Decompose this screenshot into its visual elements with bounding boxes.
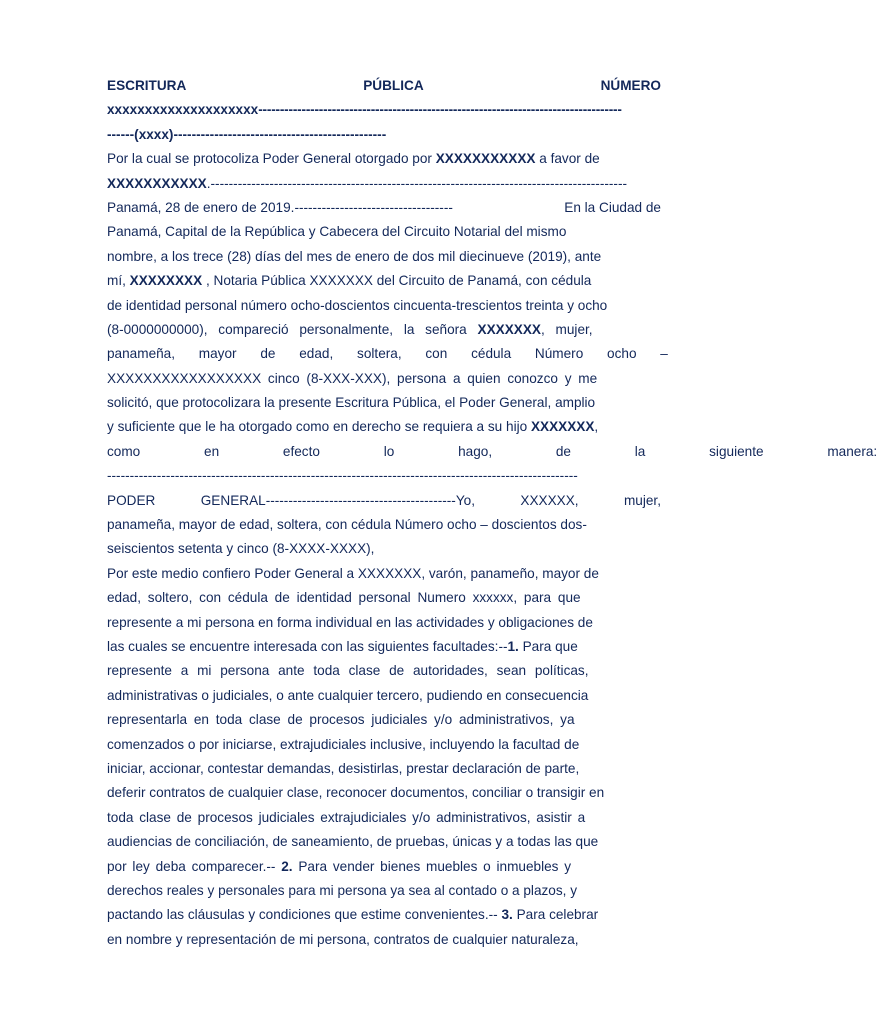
para1-line (107, 318, 661, 342)
body-line (107, 611, 661, 635)
body-text: Para vender bienes muebles o inmuebles y (292, 858, 572, 874)
intro-dashes: .-------------------------------------------------------------------------------------------- (206, 175, 627, 191)
separator-dashes: -------------------------------------------------------------------------------------------------------- (107, 468, 578, 484)
body-line (107, 757, 661, 781)
document-page (107, 74, 877, 952)
poder-line (107, 513, 661, 537)
body-text: represente a mi persona en forma individual en las actividades y obligaciones de (107, 614, 593, 630)
body-line (107, 733, 661, 757)
body-text: administrativas o judiciales, o ante cualquier tercero, pudiendo en consecuencia (107, 687, 589, 703)
intro-text: Por la cual se protocoliza Poder General otorgado por (107, 151, 436, 167)
heading-dashes: ------------------------------------------------------------------------------------ (258, 102, 622, 118)
poder-text: PODER (107, 492, 156, 508)
heading-word: NÚMERO (600, 78, 661, 93)
para1-text: XXXXXXXXXXXXXXXXX cinco (8-XXX-XXX), persona a quien conozco y me (107, 370, 598, 386)
heading-number-line (107, 98, 661, 122)
para1-line (107, 342, 668, 366)
body-text: toda clase de procesos judiciales extrajudiciales y/o administrativos, asistir a (107, 809, 586, 825)
body-text: derechos reales y personales para mi persona ya sea al contado o a plazos, y (107, 882, 578, 898)
intro-text: a favor de (535, 151, 600, 167)
intro-line-2 (107, 172, 661, 196)
poder-text: panameña, mayor de edad, soltera, con cédula Número ocho – doscientos dos- (107, 517, 587, 533)
body-line (107, 855, 661, 879)
body-text: represente a mi persona ante toda clase de autoridades, sean políticas, (107, 663, 589, 679)
body-text: pactando las cláusulas y condiciones que estime convenientes.-- (107, 907, 502, 923)
body-line (107, 806, 661, 830)
para1-line (107, 440, 877, 464)
heading-xxxx-line (107, 123, 661, 147)
para1-line (107, 391, 661, 415)
para1-text: En la Ciudad de (564, 199, 661, 215)
heading-xxxx: ------(xxxx)----------------------------------------------- (107, 126, 387, 142)
body-text: Para celebrar (512, 907, 599, 923)
para1-text: (8-0000000000), compareció personalmente, la señora (107, 321, 478, 337)
poder-text: GENERAL------------------------------------------Yo, (200, 492, 475, 508)
body-line (107, 708, 661, 732)
body-line (107, 781, 661, 805)
para1-line (107, 269, 661, 293)
para1-text: Panamá, Capital de la República y Cabecera del Circuito Notarial del mismo (107, 224, 567, 240)
body-line (107, 659, 661, 683)
para1-text: Panamá, 28 de enero de 2019.----------------------------------- (107, 199, 453, 215)
body-line (107, 903, 661, 927)
body-text: en nombre y representación de mi persona, contratos de cualquier naturaleza, (107, 931, 579, 947)
body-line (107, 635, 661, 659)
body-text: Para que (518, 638, 578, 654)
clause-number: 3. (501, 907, 513, 923)
body-line (107, 562, 661, 586)
body-text: representarla en toda clase de procesos judiciales y/o administrativos, ya (107, 712, 575, 728)
body-text: las cuales se encuentre interesada con las siguientes facultades:-- (107, 638, 508, 654)
para1-line (107, 220, 661, 244)
para1-text: panameña, mayor de edad, soltera, con cédula Número ocho – (107, 346, 668, 362)
para1-text: como en efecto lo hago, de la siguiente manera: (107, 443, 877, 459)
poder-line (107, 537, 661, 561)
body-line (107, 879, 661, 903)
body-line (107, 830, 661, 854)
para1-text: de identidad personal número ocho-doscientos cincuenta-trescientos treinta y ocho (107, 297, 608, 313)
para1-line (107, 464, 661, 488)
heading-line (107, 74, 661, 98)
para1-line (107, 245, 661, 269)
para1-text: , mujer, (541, 321, 593, 337)
clause-number: 2. (281, 858, 293, 874)
body-text: iniciar, accionar, contestar demandas, desistirlas, prestar declaración de parte, (107, 760, 580, 776)
para1-line (107, 196, 661, 220)
notary-name: XXXXXXXX (129, 273, 203, 289)
para1-text: nombre, a los trece (28) días del mes de enero de dos mil diecinueve (2019), ante (107, 248, 602, 264)
body-line (107, 586, 661, 610)
para1-line (107, 294, 661, 318)
son-name: XXXXXXX (530, 419, 595, 435)
poder-text: mujer, (623, 492, 661, 508)
clause-number: 1. (507, 638, 519, 654)
body-text: audiencias de conciliación, de saneamiento, de pruebas, únicas y a todas las que (107, 834, 599, 850)
poder-line (107, 489, 661, 513)
body-line (107, 928, 661, 952)
heading-number: xxxxxxxxxxxxxxxxxxxx (107, 102, 259, 118)
grantee-name: XXXXXXXXXXX (107, 175, 207, 191)
para1-text: y suficiente que le ha otorgado como en derecho se requiera a su hijo (107, 419, 531, 435)
body-text: comenzados o por iniciarse, extrajudiciales inclusive, incluyendo la facultad de (107, 736, 580, 752)
body-text: por ley deba comparecer.-- (107, 858, 282, 874)
body-text: deferir contratos de cualquier clase, reconocer documentos, conciliar o transigir en (107, 785, 605, 801)
para1-line (107, 367, 661, 391)
heading-word: PÚBLICA (363, 78, 424, 93)
intro-line-1 (107, 147, 661, 171)
para1-text: , Notaria Pública XXXXXXX del Circuito de Panamá, con cédula (202, 273, 592, 289)
poder-text: XXXXXX, (520, 492, 579, 508)
para1-text: solicitó, que protocolizara la presente Escritura Pública, el Poder General, amplio (107, 395, 596, 411)
para1-line (107, 415, 661, 439)
poder-text: seiscientos setenta y cinco (8-XXXX-XXXX), (107, 541, 375, 557)
body-text: edad, soltero, con cédula de identidad personal Numero xxxxxx, para que (107, 590, 581, 606)
grantor-name: XXXXXXXXXXX (435, 151, 536, 167)
body-text: Por este medio confiero Poder General a XXXXXXX, varón, panameño, mayor de (107, 565, 599, 581)
body-line (107, 684, 661, 708)
heading-word: ESCRITURA (107, 78, 187, 93)
appearer-name: XXXXXXX (477, 321, 541, 337)
para1-text: mí, (107, 273, 130, 289)
para1-text: , (594, 419, 599, 435)
